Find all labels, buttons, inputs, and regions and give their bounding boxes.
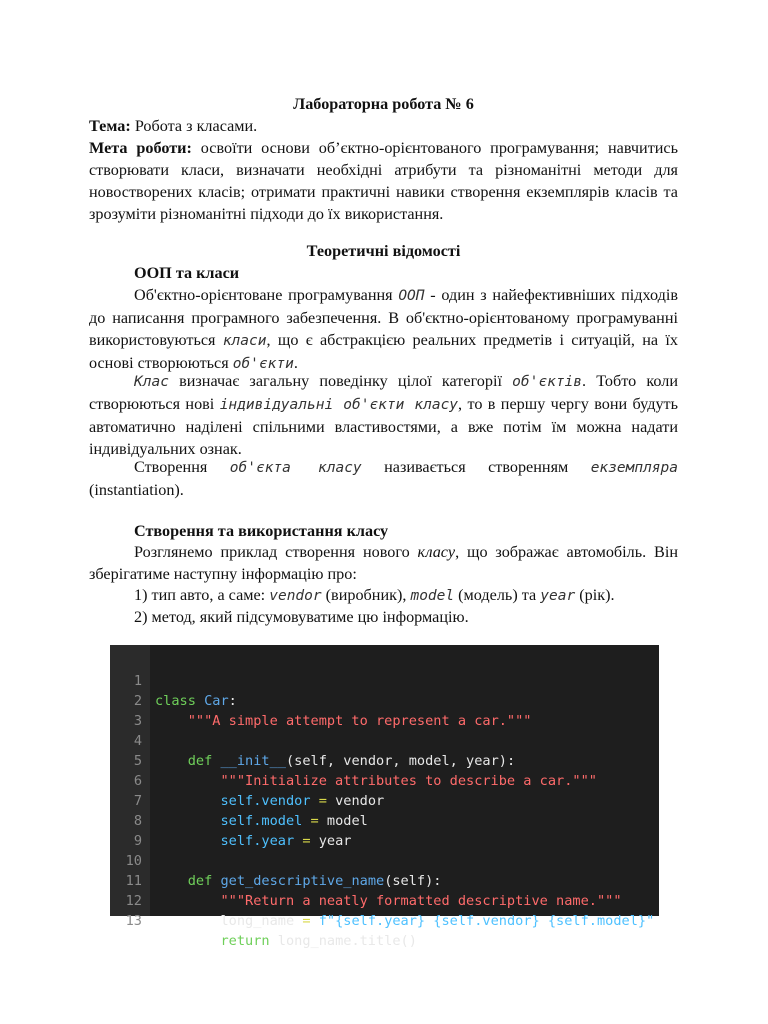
- keyword: def: [187, 873, 213, 889]
- p2-text-b: . Тобто коли створюються нові: [89, 372, 679, 413]
- paragraph-oop: [89, 284, 678, 375]
- lab-title: Лабораторна робота № 6: [293, 95, 474, 113]
- code-params: (self, vendor, model, year):: [285, 753, 516, 769]
- p1-term-objects: об'єкти: [232, 356, 294, 372]
- p4-text-b: , що зображає автомобіль. Він зберігатиме наступну інформацію про:: [89, 543, 678, 583]
- paragraph-class: [89, 370, 678, 460]
- p1-term-oop: ООП: [398, 288, 425, 304]
- method-name: __init__: [220, 753, 286, 769]
- code-punct: :: [228, 693, 237, 709]
- line-number: 7: [133, 793, 142, 809]
- line-number: 3: [133, 713, 142, 729]
- goal-text: освоїти основи об’єктно-орієнтованого програмування; навчитись створювати класи, визначати необхідні атрибути та різноманітні методи для новостворених класів; отримати практичні навики створення екземплярів класів та зрозуміти різноманітні підходи до їх використання.: [89, 139, 678, 223]
- line-number: 1: [133, 673, 142, 689]
- item1-text-c: (модель) та: [458, 586, 537, 604]
- p1-text-d: .: [293, 354, 298, 372]
- oop-heading: ООП та класи: [134, 264, 240, 282]
- line-number: 13: [125, 913, 142, 929]
- code-params: (self):: [384, 873, 442, 889]
- return-expression: long_name.title(): [277, 933, 417, 949]
- item1-term-model: model: [410, 588, 455, 604]
- line-number: 9: [133, 833, 142, 849]
- topic-line: [89, 115, 678, 137]
- p2-term-individual-objects: індивідуальні об'єкти класу: [219, 397, 459, 413]
- p3-text-c: (instantiation).: [89, 481, 184, 499]
- p3-term-instance: екземпляра: [590, 460, 679, 476]
- oop-heading-row: [89, 262, 678, 284]
- p1-text-b: - один з найефективніших підходів до написання програмного забезпечення. В об'єктно-орієнтованому програмуванні використовуються: [89, 286, 678, 349]
- p3-text-b: називається створенням: [384, 458, 569, 476]
- attribute: .model: [253, 813, 303, 829]
- item1-text-a: 1) тип авто, а саме:: [134, 586, 266, 604]
- list-item-1: [89, 584, 678, 607]
- operator: =: [302, 833, 311, 849]
- attribute: .year: [253, 833, 295, 849]
- line-number: 12: [125, 893, 142, 909]
- topic-label: Тема:: [89, 117, 131, 135]
- line-number: 5: [133, 753, 142, 769]
- self-keyword: self: [220, 793, 254, 809]
- line-number: 8: [133, 813, 142, 829]
- paragraph-example: [89, 541, 678, 585]
- list-item-2: 2) метод, який підсумовуватиме цю інформацію.: [134, 608, 469, 626]
- code-line: [110, 651, 659, 709]
- topic-text: Робота з класами.: [134, 117, 258, 135]
- p1-text-c: , що є абстракцією реальних предметів і ситуацій, на їх основі створюються: [89, 331, 678, 372]
- code-text: [155, 911, 654, 931]
- operator: =: [302, 913, 311, 929]
- p4-term-class: класу: [417, 543, 456, 561]
- line-number: 6: [133, 773, 142, 789]
- value: vendor: [335, 793, 385, 809]
- p1-text-a: Об'єктно-орієнтоване програмування: [134, 286, 393, 304]
- attribute: .vendor: [253, 793, 311, 809]
- line-number: 2: [133, 693, 142, 709]
- p2-term-objects: об'єктів: [512, 374, 583, 390]
- code-line: [110, 711, 659, 769]
- p2-term-class: Клас: [134, 374, 169, 390]
- code-text: [155, 931, 417, 951]
- docstring: """A simple attempt to represent a car.""": [187, 713, 532, 729]
- docstring: """Initialize attributes to describe a car.""": [220, 773, 597, 789]
- p1-term-classes: класи: [222, 333, 267, 349]
- line-number: 10: [125, 853, 142, 869]
- operator: =: [318, 793, 327, 809]
- item1-text-d: (рік).: [579, 586, 615, 604]
- code-listing: [110, 645, 659, 949]
- create-heading: Створення та використання класу: [134, 522, 389, 540]
- keyword: return: [220, 933, 270, 949]
- p2-text-c: , то в першу чергу вони будуть автоматично наділені спільними властивостями, а вже потім їм можна надати індивідуальних ознак.: [89, 395, 679, 458]
- item1-term-year: year: [540, 588, 576, 604]
- operator: =: [310, 813, 319, 829]
- goal-paragraph: [89, 137, 678, 225]
- self-keyword: self: [220, 813, 254, 829]
- p4-text-a: Розглянемо приклад створення нового: [134, 543, 410, 561]
- p3-text-a: Створення: [134, 458, 208, 476]
- paragraph-instantiation: [89, 456, 678, 501]
- item1-text-b: (виробник),: [325, 586, 407, 604]
- keyword: def: [187, 753, 213, 769]
- p2-text-a: визначає загальну поведінку цілої категорії: [179, 372, 502, 390]
- create-heading-row: [89, 520, 678, 542]
- method-name: get_descriptive_name: [220, 873, 385, 889]
- self-keyword: self: [220, 833, 254, 849]
- value: year: [318, 833, 352, 849]
- theory-heading: Теоретичні відомості: [306, 242, 461, 260]
- keyword: class: [155, 693, 196, 709]
- f-string: f"{self.year} {self.vendor} {self.model}": [318, 913, 655, 929]
- docstring: """Return a neatly formatted descriptive name.""": [220, 893, 622, 909]
- line-number: 4: [133, 733, 142, 749]
- class-name: Car: [204, 693, 229, 709]
- p3-term-object: об'єкта класу: [229, 460, 362, 476]
- line-number: 11: [125, 873, 142, 889]
- item1-term-vendor: vendor: [269, 588, 322, 604]
- goal-label: Мета роботи:: [89, 139, 192, 157]
- value: model: [326, 813, 368, 829]
- variable: long_name: [220, 913, 295, 929]
